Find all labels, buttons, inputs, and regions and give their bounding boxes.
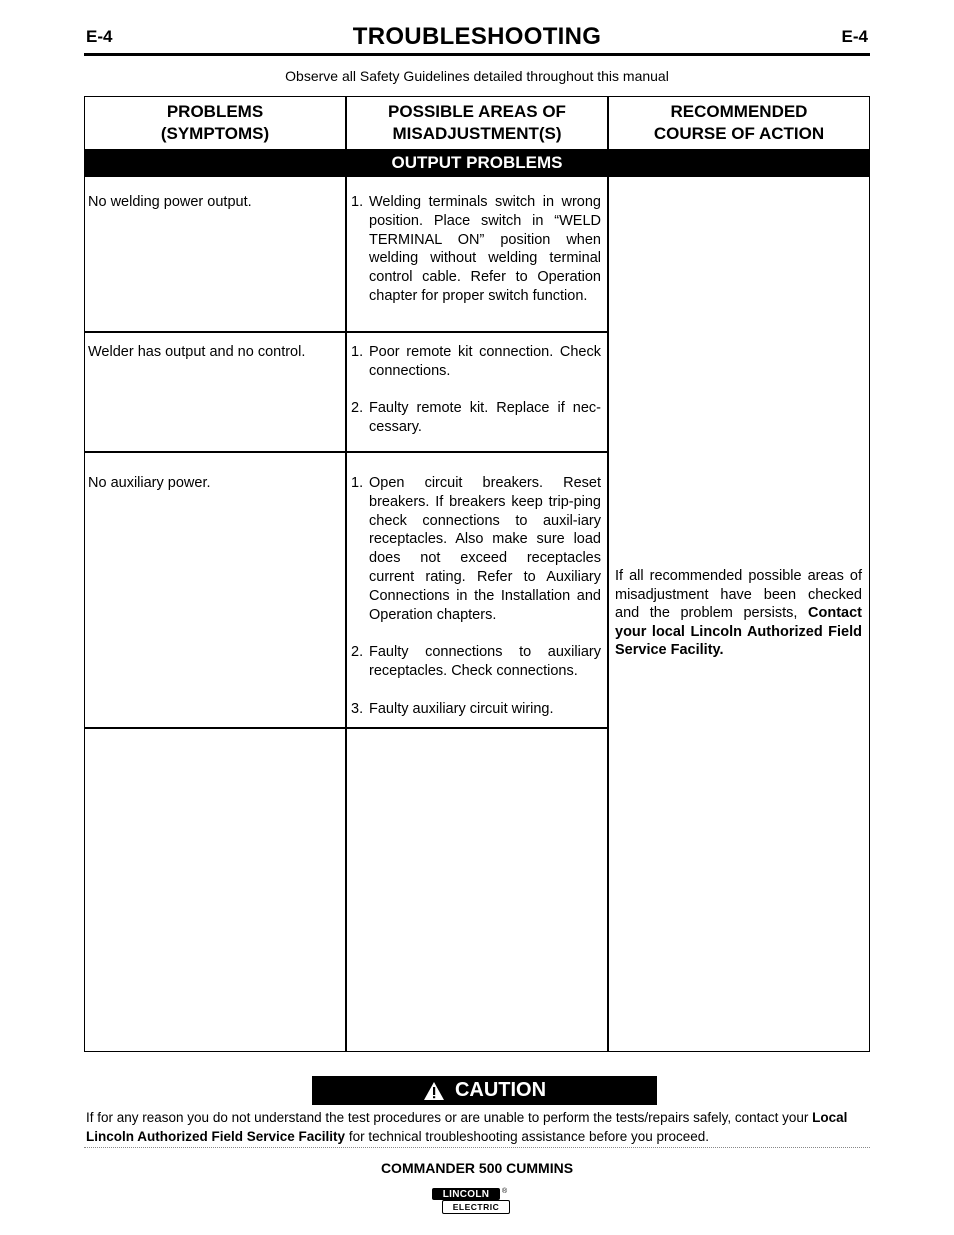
caution-banner [312, 1076, 657, 1105]
column-divider-1 [345, 97, 347, 1051]
row-divider-3 [85, 727, 607, 729]
action-text: If all recommended possible areas of misadjustment have been checked and the problem persists, [615, 568, 862, 621]
cause-text: Faulty auxiliary circuit wiring. [369, 700, 554, 717]
header-misadjustments-line1: POSSIBLE AREAS OF [388, 102, 566, 121]
column-divider-2 [607, 97, 609, 1051]
safety-note: Observe all Safety Guidelines detailed throughout this manual [285, 68, 669, 84]
warning-icon [423, 1081, 445, 1101]
header-problems-line2: (SYMPTOMS) [160, 124, 270, 143]
cause-number: 1. [351, 194, 364, 210]
logo-registered-mark: ® [502, 1188, 508, 1195]
header-problems [85, 97, 345, 149]
page-code-left: E-4 [86, 27, 113, 46]
caution-text [86, 1108, 870, 1146]
cause-text: Poor remote kit connection. Check connections. [369, 344, 601, 379]
header-action-line1: RECOMMENDED [670, 102, 808, 121]
causes-cell [351, 343, 601, 437]
cause-item [351, 193, 601, 306]
cause-item [351, 343, 601, 381]
cause-item [351, 643, 601, 681]
problem-cell: No auxiliary power. [88, 475, 211, 491]
cause-item [351, 474, 601, 624]
cause-number: 2. [351, 644, 364, 661]
logo-bottom: ELECTRIC [442, 1200, 510, 1214]
page-title: TROUBLESHOOTING [352, 23, 602, 50]
footer-dotted-rule [84, 1147, 870, 1148]
cause-text: Faulty connections to auxiliary receptacles. Check connections. [369, 644, 601, 679]
logo-top: LINCOLN [432, 1188, 500, 1200]
caution-text-end: for technical troubleshooting assistance before you proceed. [345, 1129, 710, 1144]
cause-number: 1. [351, 475, 364, 491]
row-divider-1 [85, 331, 607, 333]
title-rule [84, 53, 870, 56]
page-code-right: E-4 [841, 27, 868, 46]
header-misadjustments-line2: MISADJUSTMENT(S) [392, 124, 562, 143]
header-course-of-action [609, 97, 869, 149]
cause-text: Faulty remote kit. Replace if nec-cessary. [369, 400, 601, 436]
action-contact: Contact your local Lincoln Authorized Field Service Facility. [615, 605, 862, 658]
caution-text-start: If for any reason you do not understand the test procedures or are unable to perform the tests/repairs safely, contact your [86, 1110, 813, 1125]
cause-text: Open circuit breakers. Reset breakers. If breakers keep trip-ping check connections to auxil-iary receptacles. Also make sure load does not exceed receptacles current rating. Refer to Auxiliary Connections in the Installation and Operation chapters. [369, 475, 601, 623]
header-action-line2: COURSE OF ACTION [653, 124, 825, 143]
cause-number: 2. [351, 400, 364, 417]
header-problems-line1: PROBLEMS [166, 102, 264, 121]
cause-number: 3. [351, 700, 364, 717]
cause-number: 1. [351, 344, 364, 360]
problem-cell: No welding power output. [88, 194, 252, 210]
footer-model: COMMANDER 500 CUMMINS [380, 1160, 574, 1176]
section-title-bar [85, 149, 869, 177]
caution-text-bold: Local Lincoln Authorized Field Service Facility [86, 1110, 848, 1144]
row-divider-2 [85, 451, 607, 453]
lincoln-electric-logo [432, 1188, 512, 1216]
cause-item [351, 399, 601, 437]
cause-item [351, 700, 601, 719]
caution-label: CAUTION [454, 1079, 547, 1101]
cause-text: Welding terminals switch in wrong position. Place switch in “WELD TERMINAL ON” position when welding without welding terminal control cable. Refer to Operation chapter for proper switch function. [369, 194, 601, 304]
header-misadjustments [347, 97, 607, 149]
causes-cell [351, 193, 601, 306]
troubleshooting-table [84, 96, 870, 1052]
causes-cell [351, 474, 601, 718]
section-title: OUTPUT PROBLEMS [391, 153, 563, 172]
recommended-action [615, 567, 862, 660]
problem-cell: Welder has output and no control. [88, 344, 306, 360]
